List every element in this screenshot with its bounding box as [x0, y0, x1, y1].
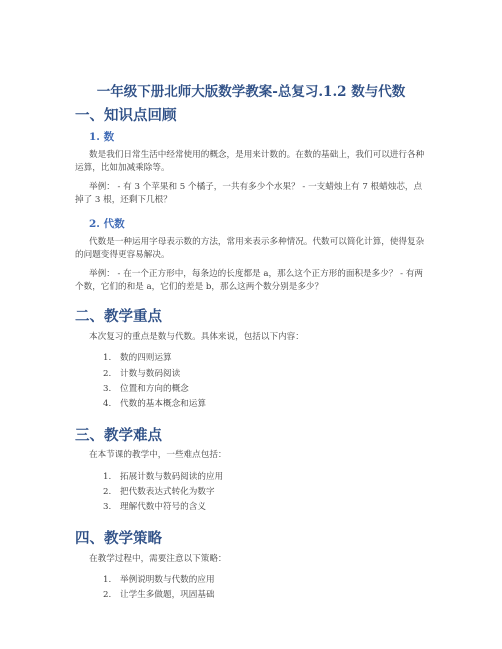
document-title: 一年级下册北师大版数学教案-总复习.1.2 数与代数 [96, 84, 406, 100]
list-item: 2. 让学生多做题，巩固基础 [103, 590, 215, 600]
list-item: 4. 代数的基本概念和运算 [103, 399, 206, 409]
section-heading-teaching-focus: 二、教学重点 [75, 308, 162, 325]
list-item: 3. 理解代数中符号的含义 [103, 502, 206, 512]
section-heading-teaching-difficulties: 三、教学难点 [75, 427, 162, 444]
list-item: 2. 把代数表达式转化为数字 [103, 487, 215, 497]
paragraph-strategies-intro: 在教学过程中，需要注意以下策略： [89, 554, 227, 564]
paragraph-algebra-definition: 代数是一种运用字母表示数的方法，常用来表示多种情况。代数可以简化计算，使得复杂的问题变得更容易解决。 [75, 237, 425, 260]
list-item: 1. 拓展计数与数码阅读的应用 [103, 472, 224, 482]
list-item: 3. 位置和方向的概念 [103, 384, 189, 394]
paragraph-algebra-examples: 举例： - 在一个正方形中，每条边的长度都是 a，那么这个正方形的面积是多少？ - 有两个数，它们的和是 a，它们的差是 b，那么这两个数分别是多少？ [75, 269, 423, 292]
paragraph-difficulties-intro: 在本节课的教学中，一些难点包括： [89, 450, 227, 460]
section-heading-knowledge-review: 一、知识点回顾 [75, 107, 177, 124]
paragraph-focus-intro: 本次复习的重点是数与代数。具体来说，包括以下内容： [89, 332, 304, 342]
subsection-heading-numbers: 1. 数 [89, 131, 115, 143]
list-item: 1. 数的四则运算 [103, 353, 172, 363]
paragraph-numbers-definition: 数是我们日常生活中经常使用的概念，是用来计数的。在数的基础上，我们可以进行各种运算，比如加减乘除等。 [75, 150, 425, 173]
paragraph-numbers-examples: 举例： - 有 3 个苹果和 5 个橘子，一共有多少个水果？ - 一支蜡烛上有 7 根蜡烛芯，点掉了 3 根，还剩下几根？ [75, 182, 423, 205]
subsection-heading-algebra: 2. 代数 [89, 218, 125, 230]
section-heading-teaching-strategies: 四、教学策略 [75, 530, 162, 547]
list-item: 2. 计数与数码阅读 [103, 369, 181, 379]
list-item: 1. 举例说明数与代数的应用 [103, 575, 215, 585]
